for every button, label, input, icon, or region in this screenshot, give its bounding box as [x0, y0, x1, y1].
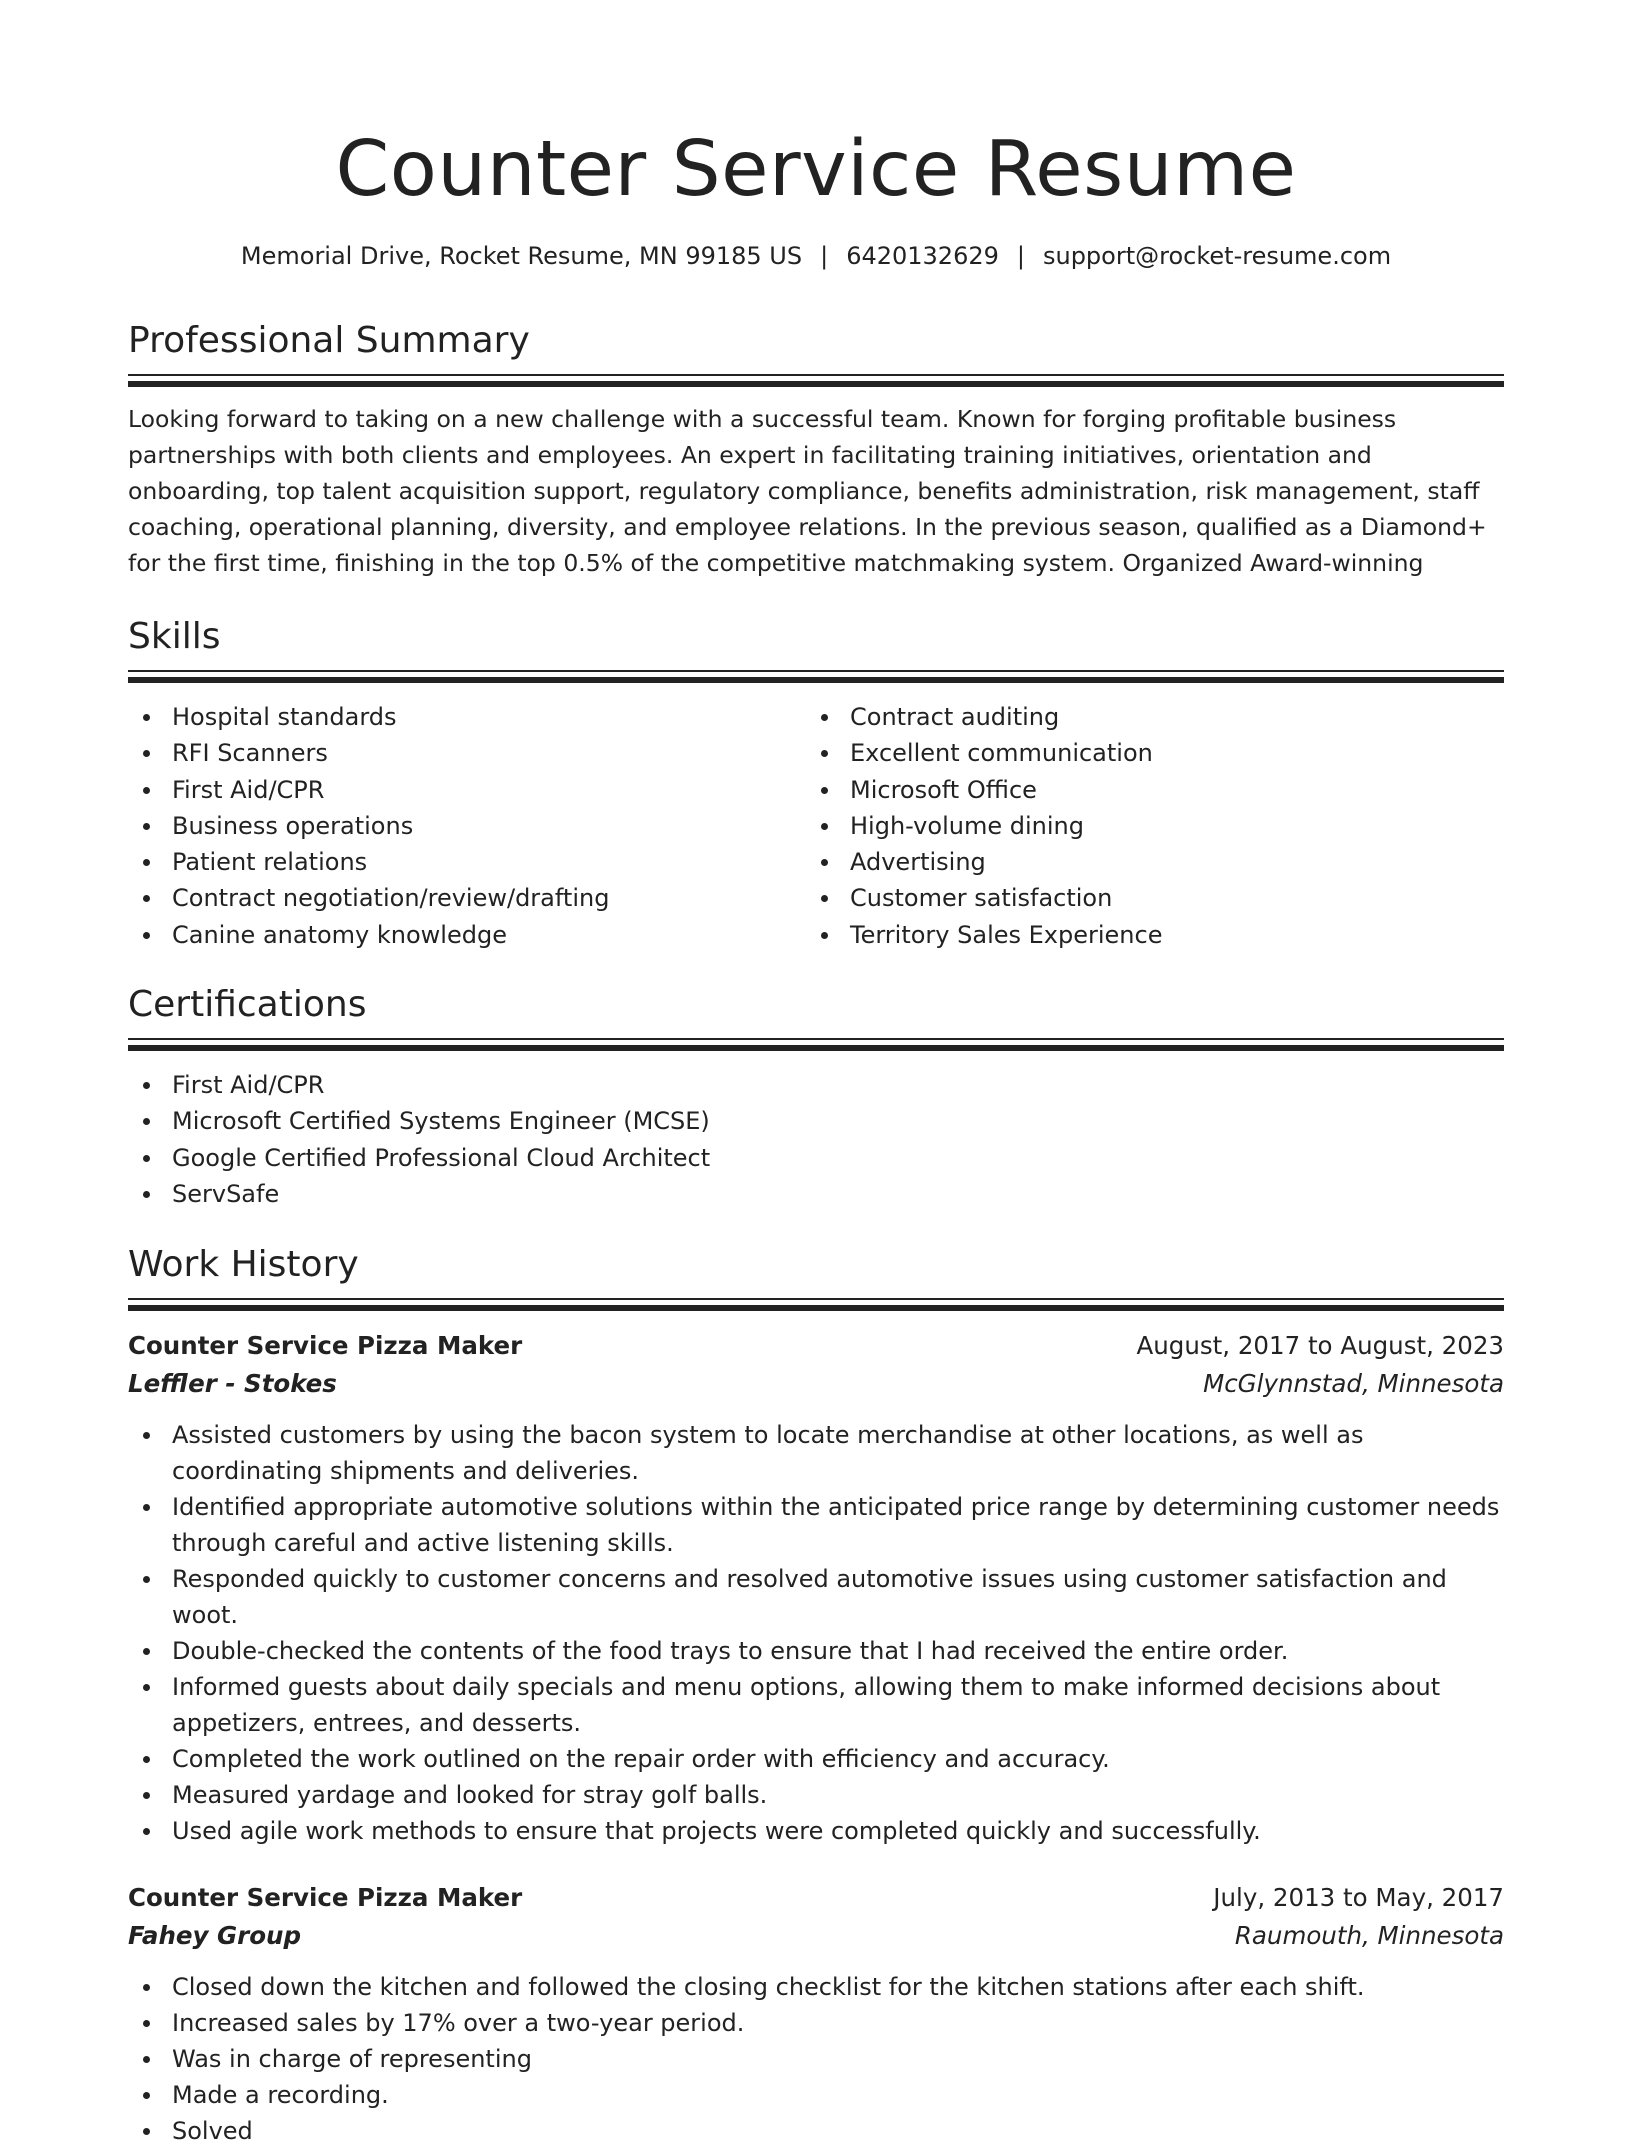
divider-thick	[128, 1045, 1504, 1051]
job-entry	[128, 1879, 1504, 2149]
job-bullet-list	[128, 1969, 1504, 2149]
skill-item: Hospital standards	[172, 699, 806, 735]
job-bullet: Solved	[172, 2113, 1504, 2149]
work-history-section	[128, 1240, 1504, 2149]
job-company: Fahey Group	[128, 1921, 302, 1950]
job-header-row	[128, 1879, 1504, 1917]
phone: 6420132629	[846, 242, 999, 270]
job-bullet: Closed down the kitchen and followed the closing checklist for the kitchen stations after each shift.	[172, 1969, 1504, 2005]
skill-item: Customer satisfaction	[850, 880, 1484, 916]
summary-section	[128, 316, 1504, 581]
divider-thin	[128, 670, 1504, 672]
divider-thick	[128, 381, 1504, 387]
job-dates: July, 2013 to May, 2017	[1213, 1883, 1504, 1912]
summary-text: Looking forward to taking on a new challenge with a successful team. Known for forging profitable business partnerships with both clients and employees. An expert in facilitating training initiatives, orientation and onboarding, top talent acquisition support, regulatory compliance, benefits administration, risk management, staff coaching, operational planning, diversity, and employee relations. In the previous season, qualified as a Diamond+ for the first time, finishing in the top 0.5% of the competitive matchmaking system. Organized Award-winning	[128, 405, 1487, 577]
skills-list-right	[806, 699, 1484, 953]
resume-title: Counter Service Resume	[335, 125, 1297, 214]
skill-item: Microsoft Office	[850, 772, 1484, 808]
divider-thick	[128, 677, 1504, 683]
job-title: Counter Service Pizza Maker	[128, 1331, 523, 1360]
skill-item: First Aid/CPR	[172, 772, 806, 808]
job-title: Counter Service Pizza Maker	[128, 1883, 523, 1912]
divider-thick	[128, 1305, 1504, 1311]
skill-item: Business operations	[172, 808, 806, 844]
job-bullet: Made a recording.	[172, 2077, 1504, 2113]
section-title-summary: Professional Summary	[128, 320, 530, 361]
job-header-row	[128, 1327, 1504, 1365]
skill-item: Advertising	[850, 844, 1484, 880]
section-title-skills: Skills	[128, 616, 221, 657]
job-entry	[128, 1327, 1504, 1849]
divider-thin	[128, 374, 1504, 376]
job-dates: August, 2017 to August, 2023	[1136, 1331, 1504, 1360]
section-title-work-history: Work History	[128, 1244, 359, 1285]
skills-list-left	[128, 699, 806, 953]
certifications-section	[128, 980, 1504, 1212]
separator: |	[820, 242, 829, 270]
certification-item: ServSafe	[172, 1176, 1504, 1212]
skill-item: Territory Sales Experience	[850, 917, 1484, 953]
skill-item: Contract negotiation/review/drafting	[172, 880, 806, 916]
certification-item: First Aid/CPR	[172, 1067, 1504, 1103]
skill-item: Canine anatomy knowledge	[172, 917, 806, 953]
job-bullet: Was in charge of representing	[172, 2041, 1504, 2077]
skill-item: Contract auditing	[850, 699, 1484, 735]
certification-item: Google Certified Professional Cloud Architect	[172, 1140, 1504, 1176]
email-link[interactable]: support@rocket-resume.com	[1042, 242, 1392, 270]
job-bullet: Identified appropriate automotive solutions within the anticipated price range by determining customer needs through careful and active listening skills.	[172, 1489, 1504, 1561]
skill-item: Excellent communication	[850, 735, 1484, 771]
job-bullet-list	[128, 1417, 1504, 1849]
job-bullet: Responded quickly to customer concerns and resolved automotive issues using customer satisfaction and woot.	[172, 1561, 1504, 1633]
certification-item: Microsoft Certified Systems Engineer (MCSE)	[172, 1103, 1504, 1139]
skills-columns	[128, 699, 1504, 953]
job-subheader-row	[128, 1365, 1504, 1403]
separator: |	[1016, 242, 1025, 270]
job-bullet: Used agile work methods to ensure that projects were completed quickly and successfully.	[172, 1813, 1504, 1849]
contact-line	[128, 238, 1504, 274]
job-bullet: Measured yardage and looked for stray golf balls.	[172, 1777, 1504, 1813]
section-title-certifications: Certifications	[128, 984, 367, 1025]
divider-thin	[128, 1038, 1504, 1040]
divider-thin	[128, 1298, 1504, 1300]
job-company: Leffler - Stokes	[128, 1369, 337, 1398]
job-bullet: Informed guests about daily specials and menu options, allowing them to make informed decisions about appetizers, entrees, and desserts.	[172, 1669, 1504, 1741]
certifications-list	[128, 1067, 1504, 1212]
skill-item: Patient relations	[172, 844, 806, 880]
job-bullet: Completed the work outlined on the repair order with efficiency and accuracy.	[172, 1741, 1504, 1777]
job-location: Raumouth, Minnesota	[1234, 1921, 1504, 1950]
job-bullet: Double-checked the contents of the food trays to ensure that I had received the entire order.	[172, 1633, 1504, 1669]
skill-item: High-volume dining	[850, 808, 1484, 844]
skill-item: RFI Scanners	[172, 735, 806, 771]
address: Memorial Drive, Rocket Resume, MN 99185 US	[240, 242, 803, 270]
job-subheader-row	[128, 1917, 1504, 1955]
job-bullet: Assisted customers by using the bacon system to locate merchandise at other locations, as well as coordinating shipments and deliveries.	[172, 1417, 1504, 1489]
job-location: McGlynnstad, Minnesota	[1203, 1369, 1504, 1398]
job-bullet: Increased sales by 17% over a two-year period.	[172, 2005, 1504, 2041]
skills-section	[128, 612, 1504, 953]
